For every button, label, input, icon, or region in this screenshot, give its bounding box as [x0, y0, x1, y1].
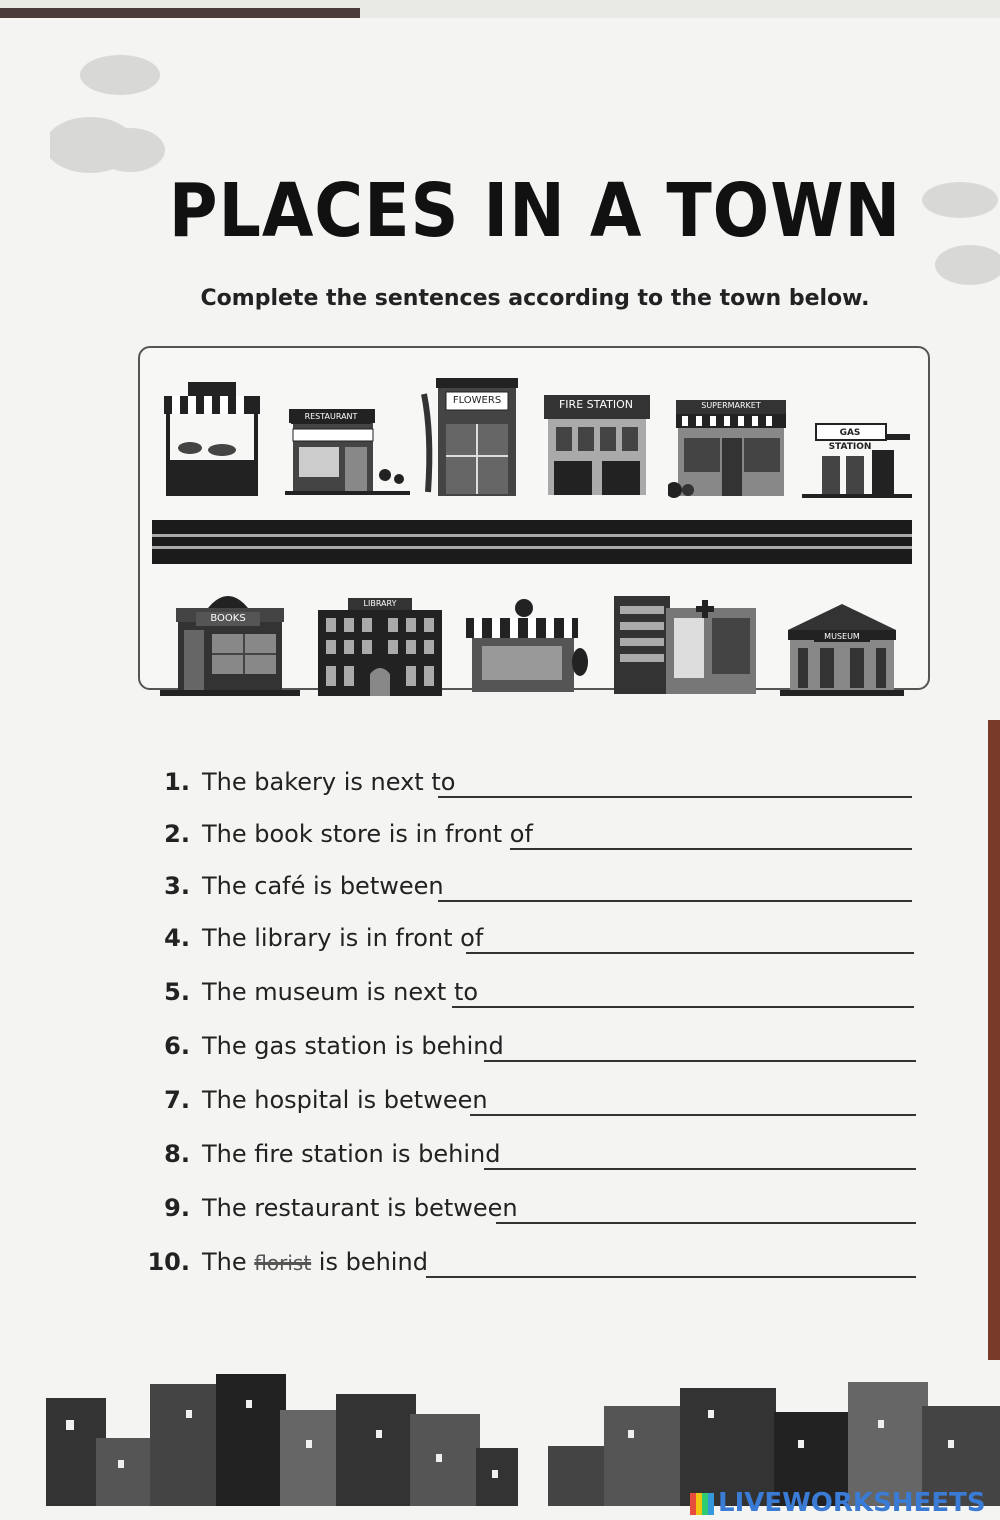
museum-sign: MUSEUM [814, 632, 870, 642]
instructions: Complete the sentences according to the town below. [200, 286, 870, 311]
answer-blank[interactable] [452, 1006, 914, 1008]
question-item [140, 768, 455, 798]
answer-blank[interactable] [496, 1222, 916, 1224]
answer-blank[interactable] [426, 1276, 916, 1278]
florist-building-icon [420, 374, 530, 498]
question-item [140, 1248, 428, 1278]
question-text: The bakery is next to [202, 768, 456, 796]
supermarket-building-icon [668, 398, 793, 498]
question-text-end: is behind [318, 1248, 428, 1276]
question-text: The hospital is between [202, 1086, 488, 1114]
answer-blank[interactable] [438, 900, 912, 902]
question-number: 3. [164, 872, 190, 900]
struck-word: florist [254, 1251, 312, 1275]
question-text: The fire station is behind [202, 1140, 501, 1168]
question-text: The museum is next to [202, 978, 479, 1006]
question-item [140, 1140, 500, 1170]
question-number: 7. [164, 1086, 190, 1114]
bakery-building-icon [160, 380, 264, 498]
question-item [140, 1194, 518, 1224]
question-item [140, 924, 483, 954]
question-number: 5. [164, 978, 190, 1006]
answer-blank[interactable] [484, 1060, 916, 1062]
question-text: The library is in front of [202, 924, 484, 952]
museum-building-icon [780, 600, 904, 696]
bookstore-sign: BOOKS [196, 612, 260, 626]
answer-blank[interactable] [510, 848, 912, 850]
watermark-text: LIVEWORKSHEETS [718, 1488, 986, 1518]
liveworksheets-logo-icon [690, 1493, 714, 1515]
question-text-start: The [202, 1248, 247, 1276]
supermarket-sign: SUPERMARKET [678, 400, 784, 412]
restaurant-sign: RESTAURANT [291, 410, 371, 424]
hospital-building-icon [608, 592, 760, 694]
library-building-icon [316, 596, 444, 696]
question-number: 2. [164, 820, 190, 848]
answer-blank[interactable] [470, 1114, 916, 1116]
question-number: 6. [164, 1032, 190, 1060]
question-item [140, 978, 478, 1008]
answer-blank[interactable] [466, 952, 914, 954]
question-number: 10. [147, 1248, 190, 1276]
question-number: 4. [164, 924, 190, 952]
question-text: The restaurant is between [202, 1194, 518, 1222]
bookstore-building-icon [160, 586, 300, 696]
scan-top-edge [0, 0, 1000, 18]
city-skyline-left [46, 1370, 518, 1506]
question-text: The book store is in front of [202, 820, 533, 848]
answer-blank[interactable] [484, 1168, 916, 1170]
question-number: 9. [164, 1194, 190, 1222]
page-title: PLACES IN A TOWN [168, 168, 902, 254]
question-item [140, 820, 533, 850]
cloud-icon [50, 45, 170, 175]
liveworksheets-watermark[interactable] [690, 1488, 986, 1518]
florist-sign: FLOWERS [448, 394, 506, 408]
answer-blank[interactable] [438, 796, 912, 798]
question-text: The café is between [202, 872, 444, 900]
question-number: 1. [164, 768, 190, 796]
question-item [140, 1086, 488, 1116]
cafe-building-icon [462, 598, 588, 694]
gas-station-sign: GAS STATION [828, 428, 872, 452]
question-item [140, 1032, 504, 1062]
question-text: The gas station is behind [202, 1032, 504, 1060]
question-number: 8. [164, 1140, 190, 1168]
fire-station-sign: FIRE STATION [548, 398, 644, 412]
library-sign: LIBRARY [348, 598, 412, 610]
question-item [140, 872, 444, 902]
street [152, 520, 912, 564]
scan-right-edge [988, 720, 1000, 1360]
